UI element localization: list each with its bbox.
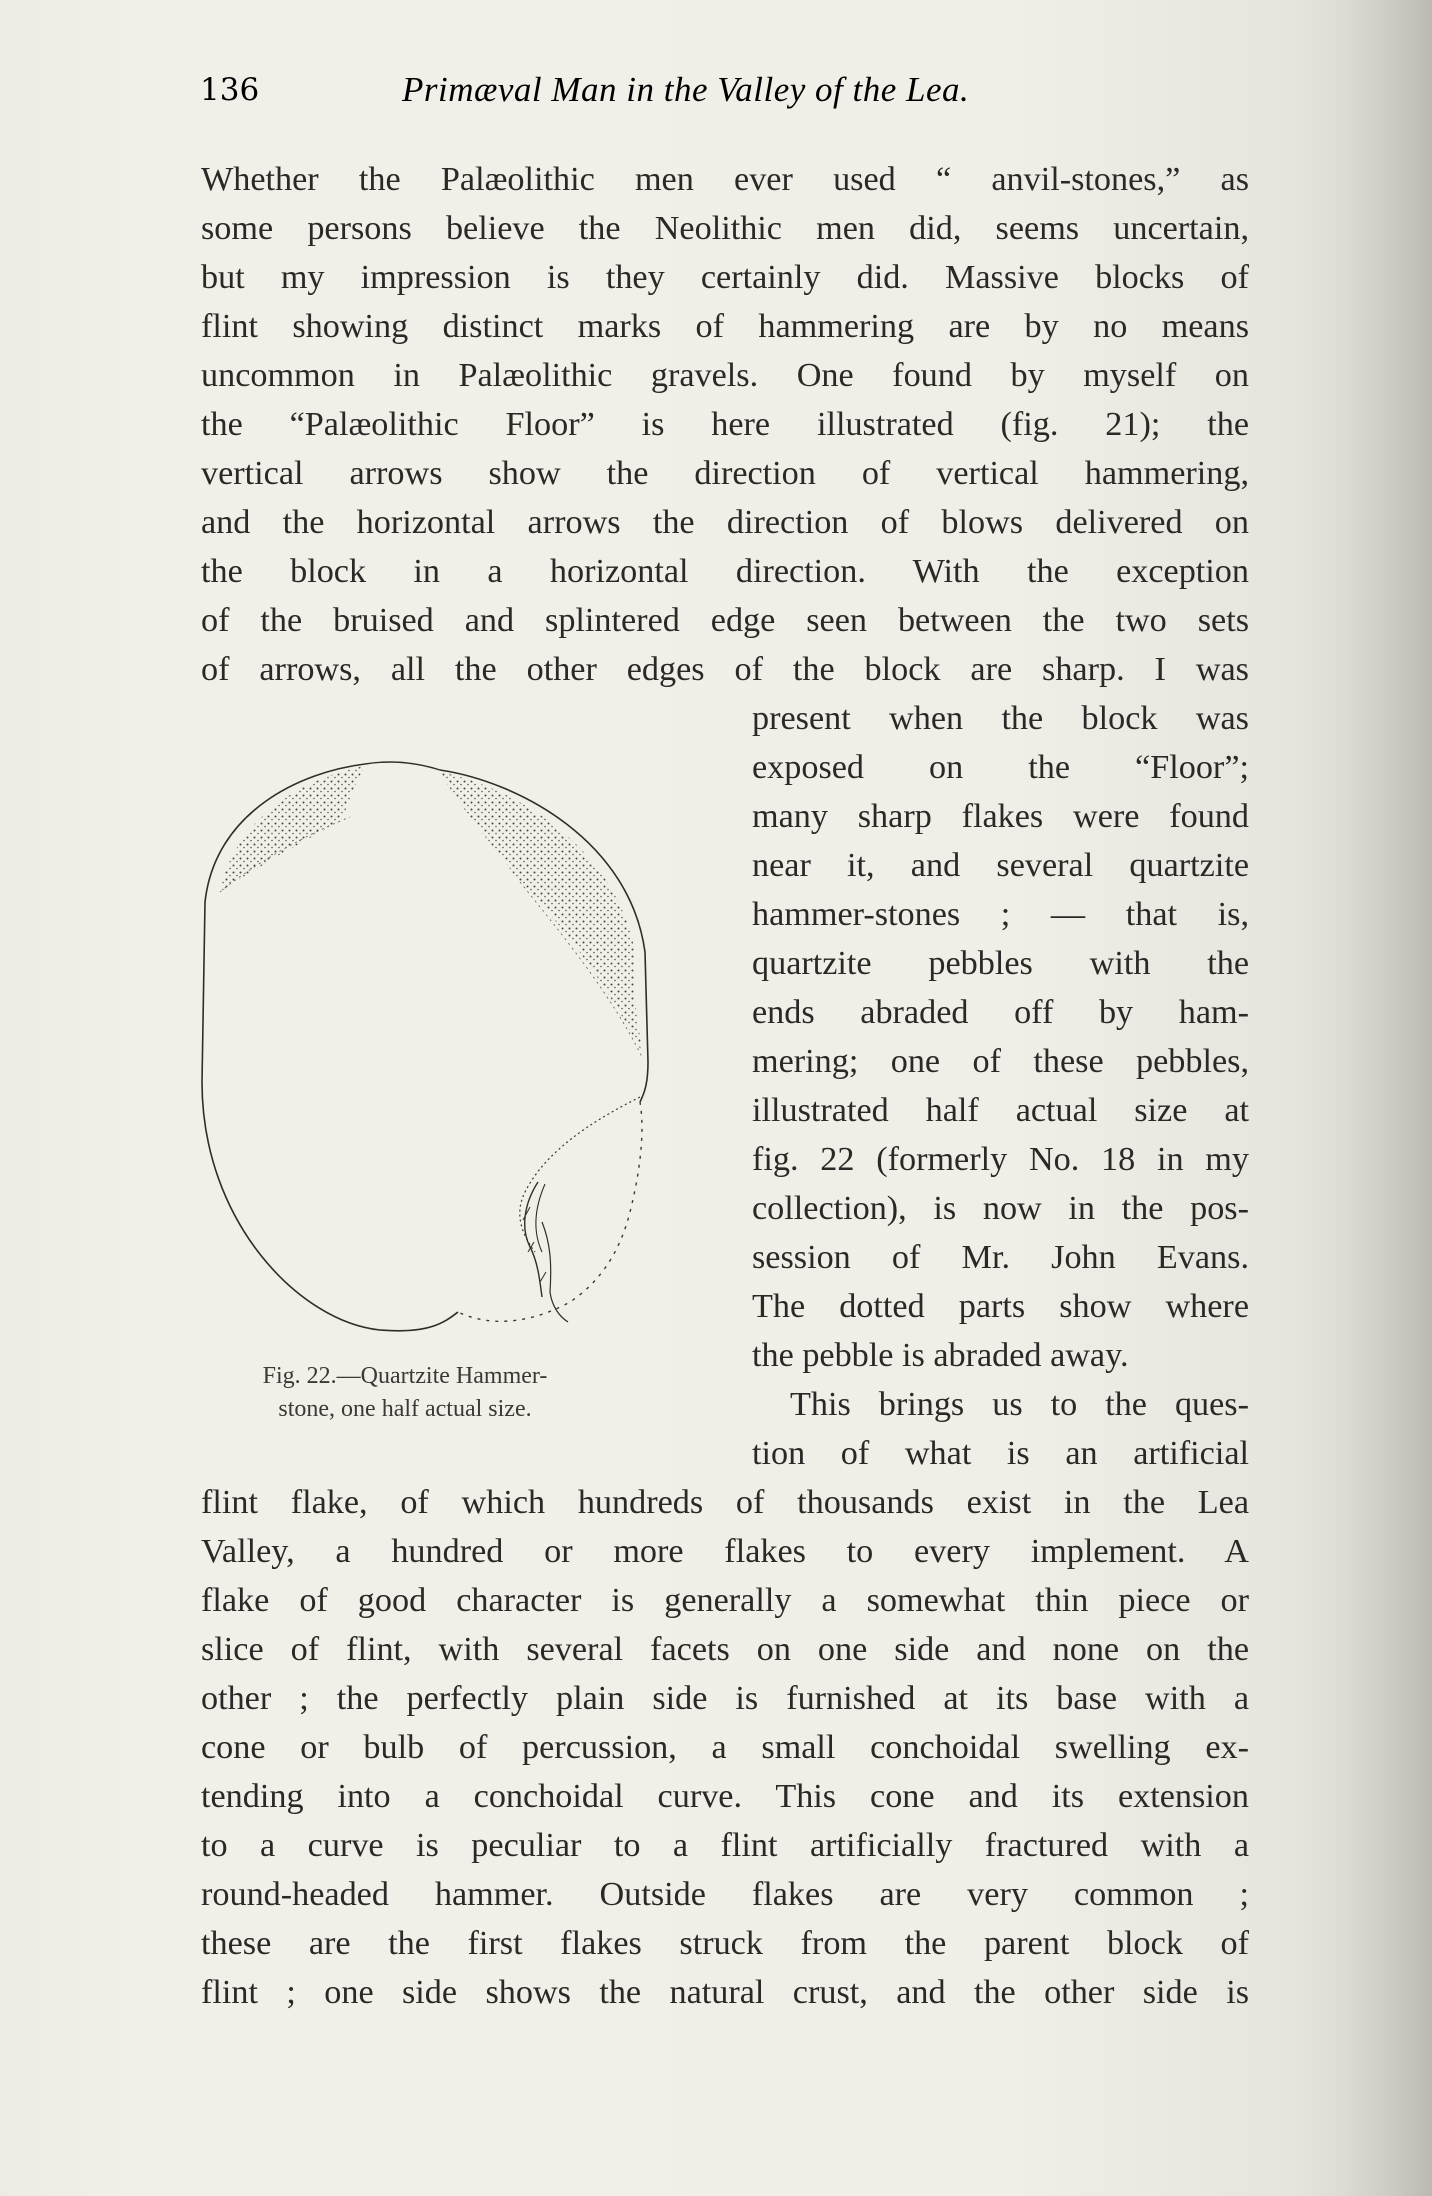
text-line: and the horizontal arrows the direction of blows delivered on (201, 504, 1249, 541)
figure-caption-line1: Fig. 22.—Quartzite Hammer- (262, 1363, 548, 1389)
text-line: of the bruised and splintered edge seen between the two sets (201, 602, 1249, 639)
running-head (200, 64, 1250, 120)
text-line: vertical arrows show the direction of vertical hammering, (201, 455, 1249, 492)
text-line: Valley, a hundred or more flakes to every implement. A (201, 1533, 1249, 1570)
text-line: tion of what is an artificial (752, 1435, 1249, 1472)
text-line: round-headed hammer. Outside flakes are very common ; (201, 1876, 1249, 1913)
text-line: collection), is now in the pos- (752, 1190, 1249, 1227)
text-line: quartzite pebbles with the (752, 945, 1249, 982)
text-line: these are the first flakes struck from the parent block of (201, 1925, 1249, 1962)
hammerstone-illustration (190, 752, 670, 1342)
text-line: flint flake, of which hundreds of thousands exist in the Lea (201, 1484, 1249, 1521)
text-line: some persons believe the Neolithic men did, seems uncertain, (201, 210, 1249, 247)
text-line: near it, and several quartzite (752, 847, 1249, 884)
text-line: flint showing distinct marks of hammering are by no means (201, 308, 1249, 345)
page-number: 136 (200, 72, 260, 108)
text-line: to a curve is peculiar to a flint artificially fractured with a (201, 1827, 1249, 1864)
text-line: present when the block was (752, 700, 1249, 737)
text-line: the pebble is abraded away. (752, 1337, 1129, 1374)
text-line: This brings us to the ques- (790, 1386, 1249, 1423)
text-line: slice of flint, with several facets on one side and none on the (201, 1631, 1249, 1668)
figure-caption-line2: stone, one half actual size. (278, 1396, 532, 1422)
text-line: fig. 22 (formerly No. 18 in my (752, 1141, 1249, 1178)
text-line: many sharp flakes were found (752, 798, 1249, 835)
abraded-zone-top-right (440, 772, 642, 1052)
text-line: cone or bulb of percussion, a small conchoidal swelling ex- (201, 1729, 1249, 1766)
text-line: hammer-stones ; — that is, (752, 896, 1249, 933)
text-line: flint ; one side shows the natural crust, and the other side is (201, 1974, 1249, 2011)
text-line: exposed on the “Floor”; (752, 749, 1249, 786)
text-line: uncommon in Palæolithic gravels. One found by myself on (201, 357, 1249, 394)
text-line: flake of good character is generally a somewhat thin piece or (201, 1582, 1249, 1619)
text-line: session of Mr. John Evans. (752, 1239, 1249, 1276)
text-line: but my impression is they certainly did. Massive blocks of (201, 259, 1249, 296)
text-line: illustrated half actual size at (752, 1092, 1249, 1129)
text-line: ends abraded off by ham- (752, 994, 1249, 1031)
text-line: The dotted parts show where (752, 1288, 1249, 1325)
text-line: Whether the Palæolithic men ever used “ anvil-stones,” as (201, 161, 1249, 198)
page-edge-shadow (1342, 0, 1432, 2196)
text-line: tending into a conchoidal curve. This cone and its extension (201, 1778, 1249, 1815)
text-line: of arrows, all the other edges of the block are sharp. I was (201, 651, 1249, 688)
text-line: mering; one of these pebbles, (752, 1043, 1249, 1080)
text-line: other ; the perfectly plain side is furnished at its base with a (201, 1680, 1249, 1717)
text-line: the block in a horizontal direction. With the exception (201, 553, 1249, 590)
running-head-title: Primæval Man in the Valley of the Lea. (402, 70, 970, 109)
text-line: the “Palæolithic Floor” is here illustrated (fig. 21); the (201, 406, 1249, 443)
